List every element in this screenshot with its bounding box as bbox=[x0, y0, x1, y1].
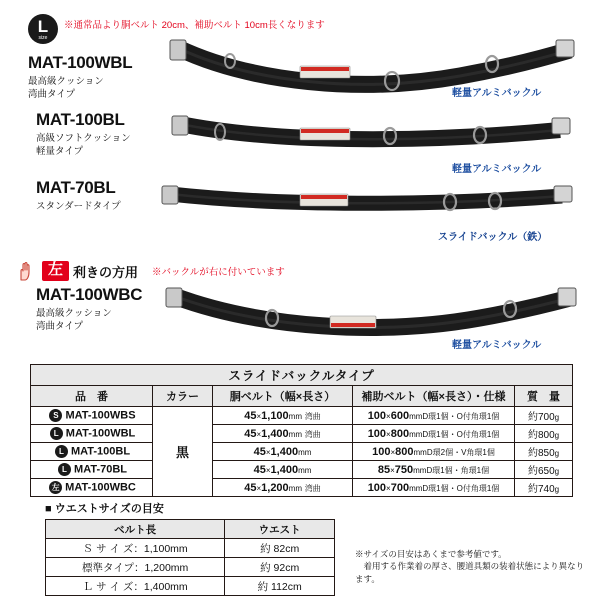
aux-unit: mm bbox=[409, 483, 423, 493]
waist-length: 1,100 bbox=[261, 409, 289, 422]
table-row bbox=[31, 461, 573, 479]
waist-length: 1,400 bbox=[261, 427, 289, 440]
cell-model bbox=[31, 407, 153, 425]
belt-image-2 bbox=[160, 108, 580, 164]
cell-weight bbox=[515, 443, 573, 461]
product-4-buckle-label: 軽量アルミバックル bbox=[452, 340, 542, 351]
weight-unit: g bbox=[554, 449, 560, 458]
cell-weight bbox=[515, 461, 573, 479]
row-size-badge: 左 bbox=[49, 481, 62, 494]
spec-table-title: スライドバックルタイプ bbox=[31, 365, 573, 386]
waist-belt-length: Ｌ サ イ ズ：1,400mm bbox=[46, 577, 225, 596]
spec-table-area bbox=[30, 364, 572, 497]
aux-length: 800 bbox=[395, 445, 414, 458]
weight-value: 約700 bbox=[527, 412, 555, 423]
weight-unit: g bbox=[554, 485, 560, 494]
row-model-text: MAT-100BL bbox=[70, 445, 131, 458]
waist-table-row bbox=[46, 577, 335, 596]
footnote bbox=[355, 548, 590, 585]
row-size-badge: L bbox=[55, 445, 68, 458]
waist-measure: 約 112cm bbox=[225, 577, 335, 596]
aux-width: 100 bbox=[367, 427, 387, 440]
product-1-desc-line2: 湾曲タイプ bbox=[28, 88, 76, 100]
waist-unit: mm bbox=[298, 447, 312, 457]
product-2-buckle-label: 軽量アルミバックル bbox=[452, 164, 542, 175]
table-row bbox=[31, 425, 573, 443]
weight-value: 約740 bbox=[527, 484, 555, 495]
waist-col-header-belt: ベルト長 bbox=[46, 520, 225, 539]
row-model-text: MAT-100WBC bbox=[65, 481, 136, 494]
spec-table bbox=[30, 364, 573, 497]
waist-table-row bbox=[46, 558, 335, 577]
table-row bbox=[31, 443, 573, 461]
table-row bbox=[31, 407, 573, 425]
aux-length: 700 bbox=[390, 481, 410, 494]
belt-image-3 bbox=[150, 176, 580, 228]
cell-model bbox=[31, 425, 153, 443]
waist-belt-length: 標準タイプ：1,200mm bbox=[46, 558, 225, 577]
aux-unit: mm bbox=[409, 411, 423, 421]
cell-aux-belt: 100×700mmD環1個・O付角環1個 bbox=[353, 479, 515, 497]
waist-unit: mm bbox=[288, 483, 302, 493]
product-4-model: MAT-100WBC bbox=[36, 285, 143, 304]
waist-length: 1,200 bbox=[261, 481, 289, 494]
waist-unit: mm bbox=[288, 429, 302, 439]
waist-col-header-waist: ウエスト bbox=[225, 520, 335, 539]
aux-spec: D環1個・O付角環1個 bbox=[422, 429, 500, 439]
weight-unit: g bbox=[554, 467, 560, 476]
col-header-waist-belt: 胴ベルト（幅×長さ） bbox=[213, 386, 353, 407]
row-model-text: MAT-100WBS bbox=[65, 409, 136, 422]
cell-waist-belt: 45×1,400mm bbox=[213, 461, 353, 479]
product-1-buckle-label: 軽量アルミバックル bbox=[452, 88, 542, 99]
size-badge-l bbox=[28, 14, 58, 44]
waist-unit: mm bbox=[298, 465, 312, 475]
aux-width: 100 bbox=[367, 481, 387, 494]
waist-length: 1,400 bbox=[270, 463, 299, 476]
product-2-header bbox=[36, 110, 131, 159]
table-row bbox=[31, 479, 573, 497]
belt-drawing-2 bbox=[160, 108, 580, 164]
aux-length: 600 bbox=[390, 409, 410, 422]
aux-unit: mm bbox=[413, 447, 427, 457]
cell-model bbox=[31, 461, 153, 479]
product-4-header bbox=[36, 285, 142, 334]
waist-type: 湾曲 bbox=[304, 483, 321, 493]
waist-belt-length: Ｓ サ イ ズ：1,100mm bbox=[46, 539, 225, 558]
col-header-model: 品 番 bbox=[31, 386, 153, 407]
waist-width: 45 bbox=[244, 427, 257, 440]
product-3-desc-line1: スタンダードタイプ bbox=[36, 201, 121, 212]
aux-length: 800 bbox=[390, 427, 410, 440]
waist-size-area bbox=[45, 500, 335, 596]
size-badge-letter: L bbox=[37, 16, 49, 36]
aux-spec: D環1個・O付角環1個 bbox=[422, 483, 500, 493]
waist-table-row bbox=[46, 539, 335, 558]
waist-type: 湾曲 bbox=[304, 429, 321, 439]
col-header-weight: 質 量 bbox=[515, 386, 573, 407]
waist-measure: 約 92cm bbox=[225, 558, 335, 577]
col-header-color: カラー bbox=[153, 386, 213, 407]
row-size-badge: L bbox=[58, 463, 71, 476]
product-1-desc-line1: 最高級クッション bbox=[28, 76, 104, 87]
belt-drawing-3 bbox=[150, 176, 580, 228]
waist-width: 45 bbox=[253, 445, 266, 458]
product-2-desc-line1: 高級ソフトクッション bbox=[36, 133, 131, 144]
waist-size-table bbox=[45, 519, 335, 596]
weight-unit: g bbox=[554, 413, 560, 422]
belt-drawing-4 bbox=[160, 280, 580, 342]
aux-unit: mm bbox=[409, 429, 423, 439]
aux-length: 750 bbox=[394, 463, 414, 476]
hand-icon bbox=[14, 258, 40, 284]
footnote-line-1: ※サイズの目安はあくまで参考値です。 bbox=[355, 549, 507, 559]
product-3-buckle-label: スライドバックル（鉄） bbox=[438, 232, 548, 243]
row-size-badge: L bbox=[50, 427, 63, 440]
waist-length: 1,400 bbox=[270, 445, 299, 458]
cell-aux-belt: 100×800mmD環2個・V角環1個 bbox=[353, 443, 515, 461]
product-3-header bbox=[36, 178, 121, 214]
cell-weight bbox=[515, 425, 573, 443]
cell-aux-belt: 85×750mmD環1個・角環1個 bbox=[353, 461, 515, 479]
cell-aux-belt: 100×600mmD環1個・O付角環1個 bbox=[353, 407, 515, 425]
aux-spec: D環1個・O付角環1個 bbox=[422, 411, 500, 421]
belt-image-4 bbox=[160, 280, 580, 342]
weight-value: 約800 bbox=[527, 430, 555, 441]
cell-weight bbox=[515, 407, 573, 425]
weight-unit: g bbox=[554, 431, 560, 440]
left-hand-note: ※バックルが右に付いています bbox=[152, 267, 285, 278]
product-4-desc-line1: 最高級クッション bbox=[36, 308, 112, 319]
cell-waist-belt: 45×1,100mm 湾曲 bbox=[213, 407, 353, 425]
waist-header-row bbox=[46, 520, 335, 539]
aux-spec: D環2個・V角環1個 bbox=[426, 447, 495, 457]
cell-waist-belt: 45×1,400mm 湾曲 bbox=[213, 425, 353, 443]
cell-color: 黒 bbox=[153, 407, 213, 497]
weight-value: 約850 bbox=[527, 448, 555, 459]
spec-table-header-row bbox=[31, 386, 573, 407]
cell-model bbox=[31, 443, 153, 461]
cell-waist-belt: 45×1,200mm 湾曲 bbox=[213, 479, 353, 497]
row-model-text: MAT-70BL bbox=[74, 463, 128, 476]
waist-width: 45 bbox=[244, 409, 257, 422]
waist-size-title: ■ ウエストサイズの目安 bbox=[45, 503, 164, 515]
aux-width: 85 bbox=[377, 463, 391, 476]
row-model-text: MAT-100WBL bbox=[65, 427, 136, 440]
cell-model bbox=[31, 479, 153, 497]
row-size-badge: S bbox=[49, 409, 62, 422]
waist-width: 45 bbox=[244, 481, 257, 494]
product-1-note: ※通常品より胴ベルト 20cm、補助ベルト 10cm長くなります bbox=[64, 20, 325, 31]
aux-spec: D環1個・角環1個 bbox=[426, 465, 490, 475]
product-2-desc-line2: 軽量タイプ bbox=[36, 145, 84, 157]
aux-width: 100 bbox=[367, 409, 387, 422]
waist-measure: 約 82cm bbox=[225, 539, 335, 558]
product-3-model: MAT-70BL bbox=[36, 178, 116, 197]
aux-unit: mm bbox=[413, 465, 427, 475]
footnote-line-2: 着用する作業着の厚さ、腰道具類の装着状態により異なります。 bbox=[355, 561, 585, 584]
product-4-desc-line2: 湾曲タイプ bbox=[36, 320, 84, 332]
left-hand-badge: 左 bbox=[42, 261, 69, 281]
waist-width: 45 bbox=[253, 463, 266, 476]
cell-weight bbox=[515, 479, 573, 497]
col-header-aux-belt: 補助ベルト（幅×長さ）・仕様 bbox=[353, 386, 515, 407]
spec-table-title-row bbox=[31, 365, 573, 386]
waist-type: 湾曲 bbox=[304, 411, 321, 421]
cell-waist-belt: 45×1,400mm bbox=[213, 443, 353, 461]
left-hand-text: 利きの方用 bbox=[73, 264, 139, 280]
waist-unit: mm bbox=[288, 411, 302, 421]
aux-width: 100 bbox=[372, 445, 391, 458]
product-2-model: MAT-100BL bbox=[36, 110, 125, 129]
size-badge-sub: size bbox=[38, 34, 48, 41]
product-1-model: MAT-100WBL bbox=[28, 53, 133, 72]
weight-value: 約650 bbox=[527, 466, 555, 477]
cell-aux-belt: 100×800mmD環1個・O付角環1個 bbox=[353, 425, 515, 443]
